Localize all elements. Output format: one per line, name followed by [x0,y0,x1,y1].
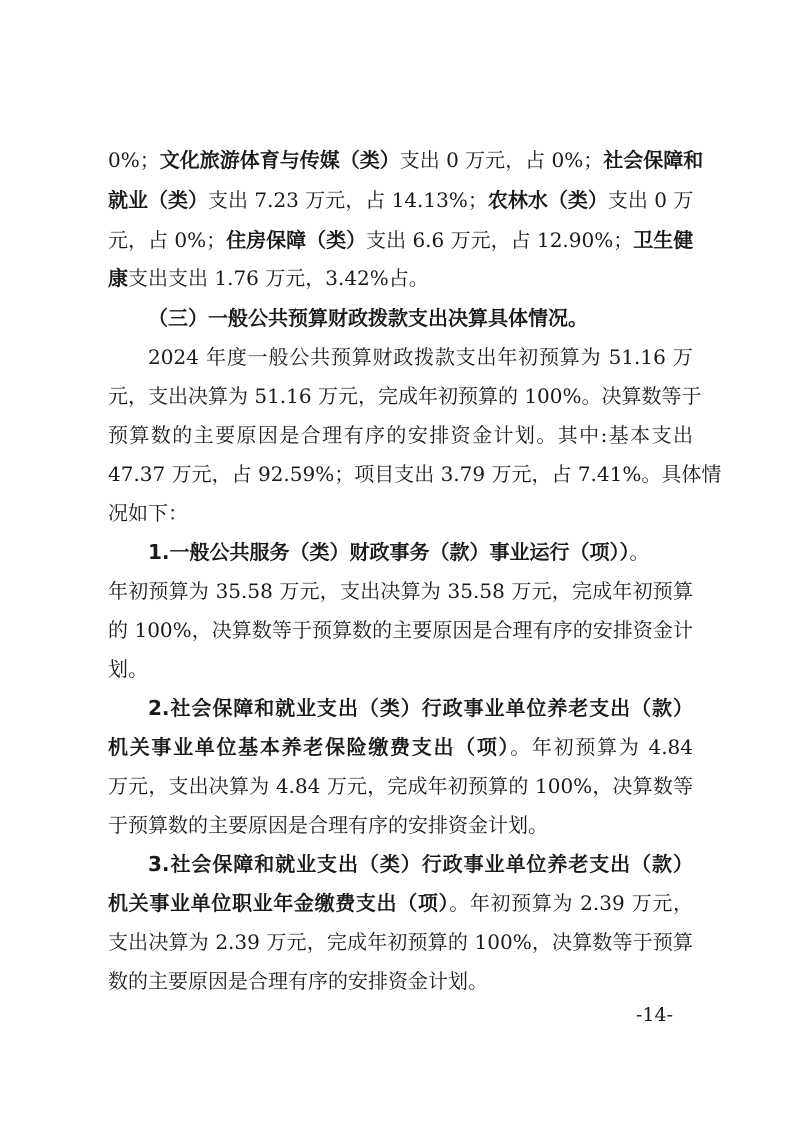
item2-line-2 [108,727,693,767]
text-run: 社会保障和 [603,148,704,172]
text-run: 支出 0 万 [607,188,694,212]
item2-title-tail: 。年初预算为 4.84 [510,735,693,759]
item3-line-2 [108,883,693,923]
intro-line-2 [108,180,693,220]
text-run: 支出 7.23 万元，占 14.13%； [208,188,488,212]
item1-line-2: 年初预算为 35.58 万元，支出决算为 35.58 万元，完成年初预算 [108,579,693,603]
text-run: 农林水（类） [487,188,608,212]
summary-line-2: 元，支出决算为 51.16 万元，完成年初预算的 100%。决算数等于 [108,384,702,408]
item3-line-1: 3.社会保障和就业支出（类）行政事业单位养老支出（款） [148,852,693,876]
intro-line-3 [108,220,693,260]
text-run: 支出 6.6 万元，占 12.90%； [366,228,634,252]
text-run: 住房保障（类） [226,228,367,252]
item1-line-1 [148,532,693,572]
item1-title-tail: 。 [629,540,650,564]
text-run: 文化旅游体育与传媒（类） [159,148,400,172]
text-run: 卫生健 [633,228,694,252]
summary-line-4: 47.37 万元，占 92.59%；项目支出 3.79 万元，占 7.41%。具体情 [108,462,722,486]
item3-title-tail: 。年初预算为 2.39 万元， [449,891,694,915]
text-run: 康 [108,266,128,290]
text-run: 元，占 0%； [108,228,227,252]
item1-title: 1.一般公共服务（类）财政事务（款）事业运行（项）） [148,540,630,564]
summary-line-5: 况如下： [108,501,188,525]
item1-line-4: 划。 [108,657,148,681]
text-run: 支出 0 万元，占 0%； [399,148,604,172]
item2-title-cont: 机关事业单位基本养老保险缴费支出（项） [108,735,511,759]
page-number: -14- [636,1004,674,1026]
item1-line-3: 的 100%，决算数等于预算数的主要原因是合理有序的安排资金计 [108,618,693,642]
item2-line-1: 2.社会保障和就业支出（类）行政事业单位养老支出（款） [148,696,693,720]
item3-line-3: 支出决算为 2.39 万元，完成年初预算的 100%，决算数等于预算 [108,930,693,954]
text-run: 0%； [108,148,160,172]
summary-line-3: 预算数的主要原因是合理有序的安排资金计划。其中:基本支出 [108,423,693,447]
item3-line-4: 数的主要原因是合理有序的安排资金计划。 [108,969,488,993]
section-heading: （三）一般公共预算财政拨款支出决算具体情况。 [148,306,588,330]
item3-title-cont: 机关事业单位职业年金缴费支出（项） [108,891,450,915]
summary-line-1: 2024 年度一般公共预算财政拨款支出年初预算为 51.16 万 [148,345,693,369]
intro-line-4 [108,258,693,298]
item2-line-4: 于预算数的主要原因是合理有序的安排资金计划。 [108,813,548,837]
intro-line-1 [108,140,704,180]
item2-line-3: 万元，支出决算为 4.84 万元，完成年初预算的 100%，决算数等 [108,774,693,798]
text-run: 就业（类） [108,188,208,212]
text-run: 支出支出 1.76 万元，3.42%占。 [128,266,429,290]
